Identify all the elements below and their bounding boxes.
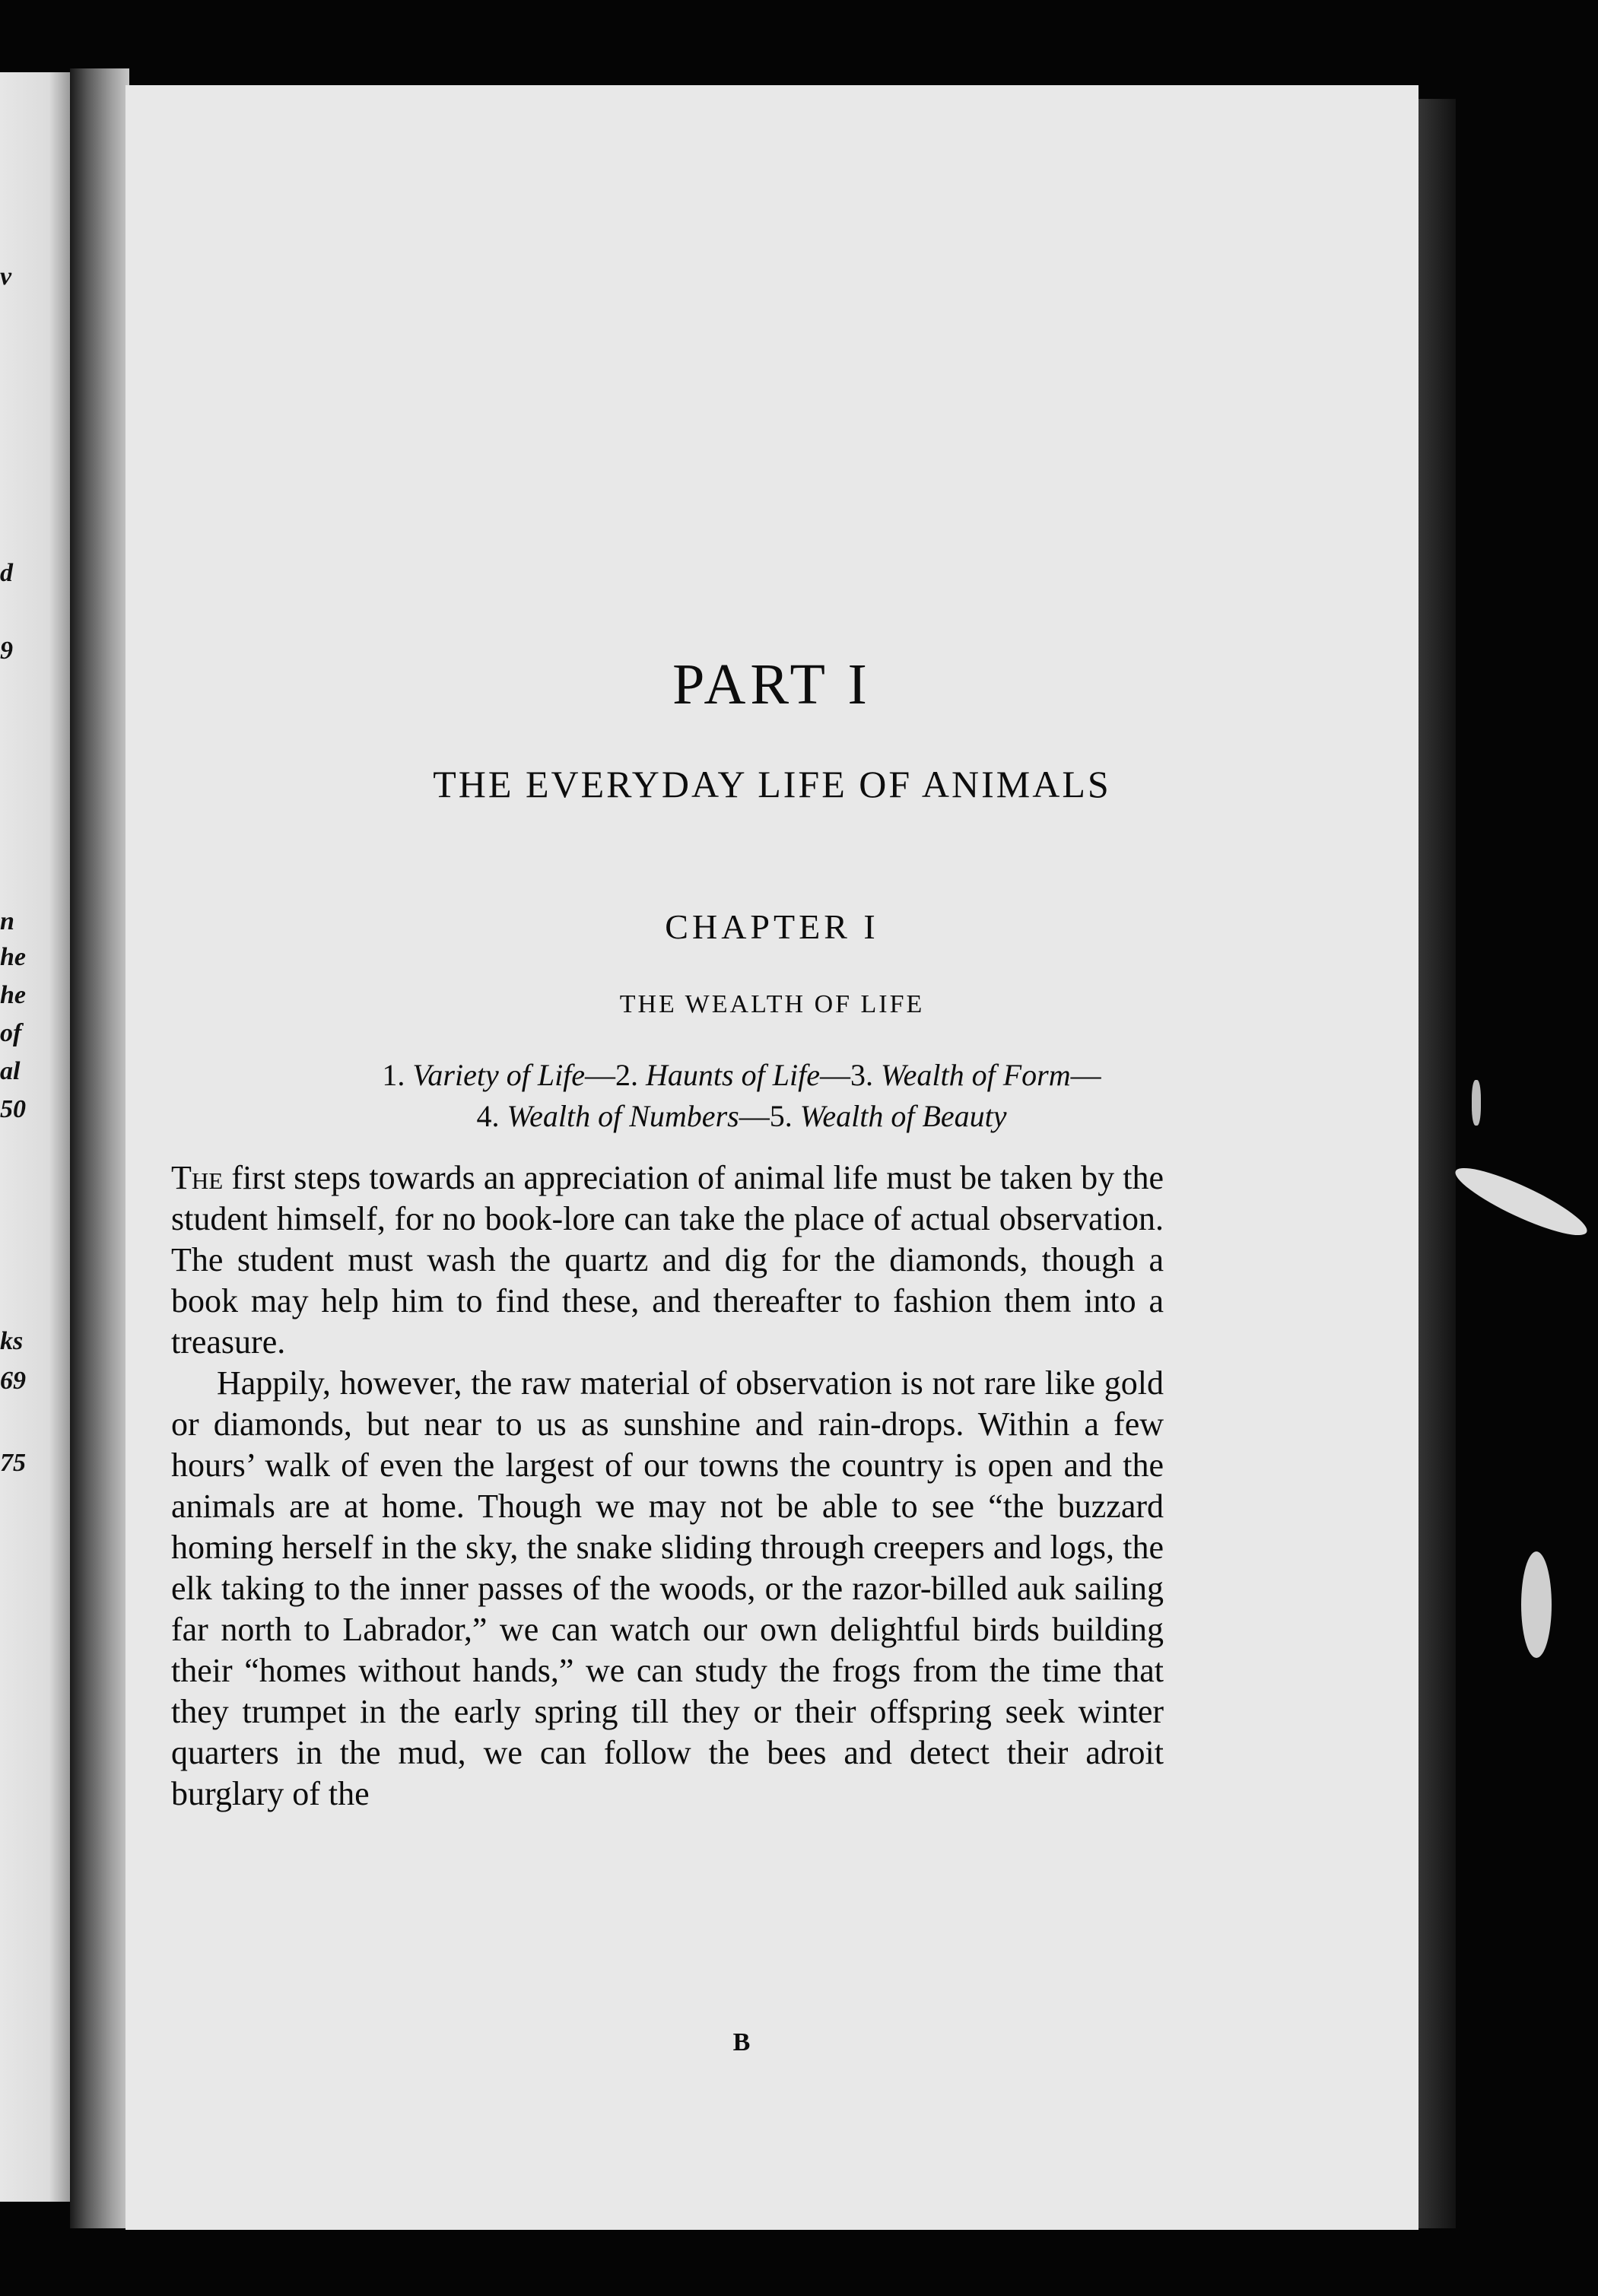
- previous-page-edge: [0, 72, 70, 2202]
- part-title: PART I: [672, 653, 872, 716]
- body-text: [171, 1158, 1164, 1815]
- page-fragment: he: [0, 943, 26, 971]
- chapter-subtitle: THE WEALTH OF LIFE: [619, 990, 925, 1018]
- contents-item: 3. Wealth of Form: [850, 1058, 1071, 1092]
- page-fragment: n: [0, 907, 14, 935]
- page-fragment: 69: [0, 1367, 26, 1395]
- page-fragment: 75: [0, 1449, 26, 1477]
- page-fragment: ks: [0, 1327, 24, 1355]
- paragraph: [171, 1158, 1164, 1363]
- paragraph-text: Happily, however, the raw material of observation is not rare like gold or diamonds, but near to us as sunshine and rain-drops. Within a few hours’ walk of even the largest of our towns the country is open and the animals are at home. Though we may not be able to see “the buzzard homing herself in the sky, the snake sliding through creepers and logs, the elk taking to the inner passes of the woods, or the razor-billed auk sailing far north to Labrador,” we can watch our own delightful birds building their “homes without hands,” we can study the frogs from the time that they trumpet in the early spring till they or their offspring seek winter quarters in the mud, we can follow the bees and detect their adroit burglary of the: [171, 1364, 1164, 1812]
- page-fragment: al: [0, 1057, 21, 1085]
- light-streak: [1449, 1158, 1593, 1246]
- page-fragment: v: [0, 262, 12, 291]
- chapter-contents: 1. Variety of Life—2. Haunts of Life—3. Wealth of Form— 4. Wealth of Numbers—5. Wealth of Beauty: [382, 1058, 1101, 1133]
- paper-speck: [1521, 1551, 1552, 1658]
- book-page: [125, 85, 1419, 2230]
- page-fragment: d: [0, 559, 13, 587]
- page-fragment: 50: [0, 1095, 26, 1123]
- contents-item: 4. Wealth of Numbers: [476, 1099, 739, 1133]
- paragraph-lead: The: [171, 1159, 224, 1196]
- page-fragment: he: [0, 981, 26, 1009]
- paragraph-text: first steps towards an appreciation of animal life must be taken by the student himself, for no book-lore can take the place of actual observation. The student must wash the quartz and dig for the diamonds, though a book may help him to find these, and thereafter to fashion them into a treasure.: [171, 1159, 1164, 1361]
- contents-item: 1. Variety of Life: [382, 1058, 586, 1092]
- page-fragment: 9: [0, 637, 13, 665]
- paragraph: [171, 1363, 1164, 1815]
- page-edge-shadow: [1413, 99, 1456, 2228]
- contents-item: 5. Wealth of Beauty: [769, 1099, 1007, 1133]
- chapter-title: CHAPTER I: [665, 907, 879, 946]
- paper-speck: [1472, 1080, 1481, 1126]
- part-subtitle: THE EVERYDAY LIFE OF ANIMALS: [433, 763, 1111, 805]
- book-gutter: [70, 68, 129, 2228]
- signature-mark: B: [732, 2028, 751, 2056]
- contents-item: 2. Haunts of Life: [615, 1058, 820, 1092]
- page-fragment: of: [0, 1019, 22, 1047]
